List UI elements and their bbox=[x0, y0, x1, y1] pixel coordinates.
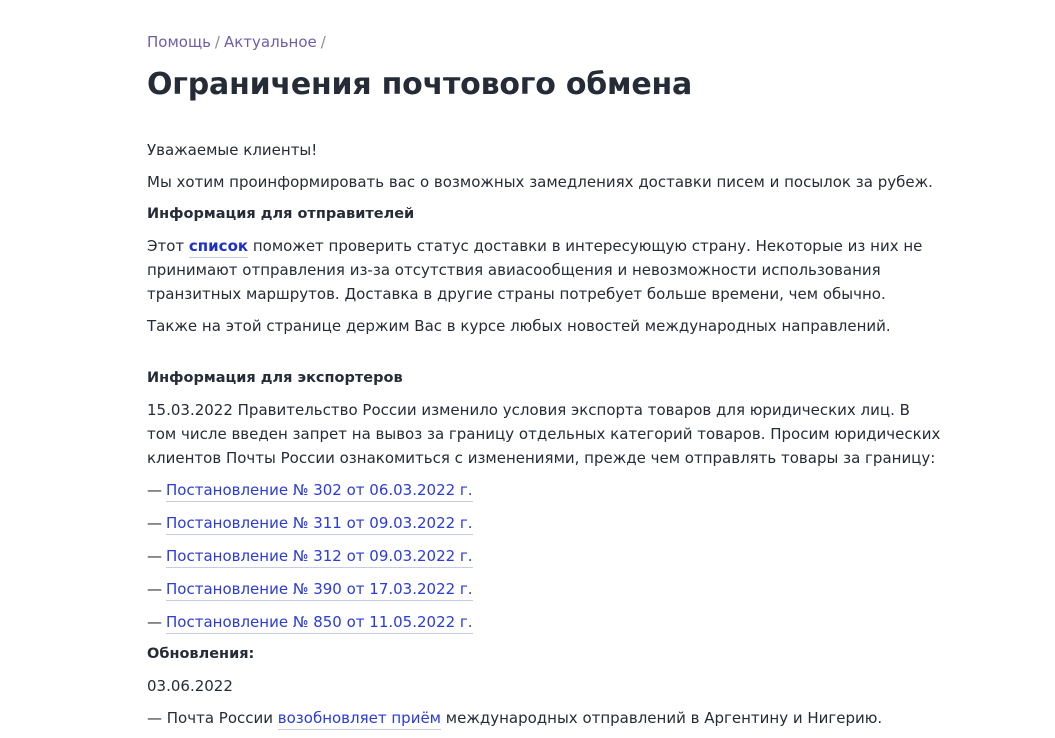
resume-shipping-link[interactable]: возобновляет приём bbox=[278, 709, 441, 730]
breadcrumb-help[interactable]: Помощь bbox=[147, 33, 211, 51]
senders-paragraph-line2: принимают отправления из-за отсутствия авиасообщения и невозможности использования bbox=[147, 261, 881, 279]
decree-item bbox=[147, 544, 473, 568]
decree-link-311[interactable]: Постановление № 311 от 09.03.2022 г. bbox=[166, 514, 473, 535]
decree-link-312[interactable]: Постановление № 312 от 09.03.2022 г. bbox=[166, 547, 473, 568]
breadcrumb bbox=[147, 32, 330, 52]
breadcrumb-separator: / bbox=[320, 33, 326, 51]
updates-heading: Обновления: bbox=[147, 646, 255, 662]
list-dash: — bbox=[147, 514, 162, 532]
decree-link-390[interactable]: Постановление № 390 от 17.03.2022 г. bbox=[166, 580, 473, 601]
exporters-heading: Информация для экспортеров bbox=[147, 370, 403, 386]
list-dash: — bbox=[147, 547, 162, 565]
decree-link-850[interactable]: Постановление № 850 от 11.05.2022 г. bbox=[166, 613, 473, 634]
updates-date: 03.06.2022 bbox=[147, 677, 233, 695]
breadcrumb-separator: / bbox=[214, 33, 220, 51]
exporters-paragraph-line1: 15.03.2022 Правительство России изменило условия экспорта товаров для юридических лиц. В bbox=[147, 401, 910, 419]
senders-paragraph-line3: транзитных маршрутов. Доставка в другие страны потребует больше времени, чем обычно. bbox=[147, 285, 886, 303]
decree-link-302[interactable]: Постановление № 302 от 06.03.2022 г. bbox=[166, 481, 473, 502]
list-dash: — bbox=[147, 481, 162, 499]
senders-paragraph-line1 bbox=[147, 234, 922, 258]
senders-heading: Информация для отправителей bbox=[147, 206, 415, 222]
senders-text-after-link: поможет проверить статус доставки в интересующую страну. Некоторые из них не bbox=[248, 237, 923, 255]
page-title: Ограничения почтового обмена bbox=[147, 67, 693, 102]
notice-text: Мы хотим проинформировать вас о возможных замедлениях доставки писем и посылок за рубеж. bbox=[147, 173, 933, 191]
decree-item bbox=[147, 610, 473, 634]
update-prefix: — Почта России bbox=[147, 709, 278, 727]
update-suffix: международных отправлений в Аргентину и Нигерию. bbox=[441, 709, 883, 727]
exporters-paragraph-line2: том числе введен запрет на вывоз за границу отдельных категорий товаров. Просим юридических bbox=[147, 425, 941, 443]
breadcrumb-news[interactable]: Актуальное bbox=[223, 33, 317, 51]
decree-item bbox=[147, 577, 473, 601]
update-item bbox=[147, 706, 882, 730]
decree-item bbox=[147, 511, 473, 535]
country-list-link[interactable]: список bbox=[189, 237, 248, 258]
decree-item bbox=[147, 478, 473, 502]
exporters-paragraph-line3: клиентов Почты России ознакомиться с изменениями, прежде чем отправлять товары за границу: bbox=[147, 449, 936, 467]
list-dash: — bbox=[147, 613, 162, 631]
list-dash: — bbox=[147, 580, 162, 598]
senders-text-before-link: Этот bbox=[147, 237, 189, 255]
senders-news-text: Также на этой странице держим Вас в курсе любых новостей международных направлений. bbox=[147, 317, 891, 335]
greeting-text: Уважаемые клиенты! bbox=[147, 141, 318, 159]
